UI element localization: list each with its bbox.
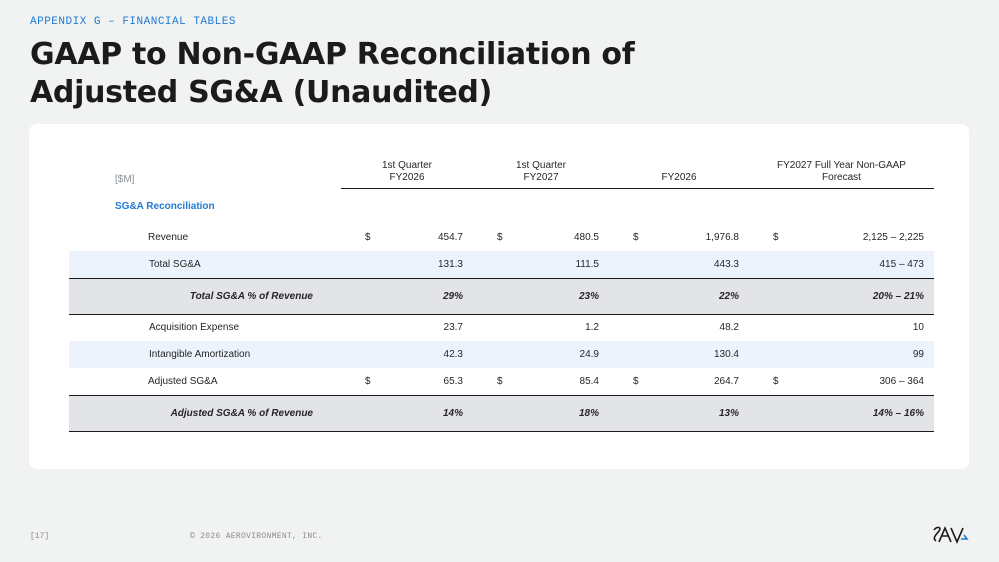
- section-label: SG&A Reconciliation: [115, 200, 215, 212]
- row-label: Intangible Amortization: [69, 341, 341, 368]
- unit-label: [$M]: [115, 174, 135, 185]
- dollar-sign: [749, 251, 775, 278]
- section-row: [69, 188, 934, 224]
- cell-value: 415 – 473: [775, 251, 934, 278]
- cell-value: 24.9: [499, 341, 609, 368]
- cell-value: 23%: [499, 278, 609, 314]
- page-title: GAAP to Non-GAAP Reconciliation of Adjusted SG&A (Unaudited): [30, 37, 635, 110]
- column-header: [749, 154, 934, 188]
- percent-row: [69, 278, 934, 314]
- page-number: [17]: [30, 532, 50, 541]
- cell-value: 1,976.8: [705, 232, 739, 243]
- copyright-text: © 2026 AEROVIRONMENT, INC.: [190, 532, 323, 541]
- cell-value: 306 – 364: [879, 375, 924, 387]
- cell-value: 111.5: [499, 251, 609, 278]
- column-header: [341, 154, 473, 188]
- cell-value: 48.2: [719, 322, 739, 334]
- column-header-line1: FY2027 Full Year Non-GAAP: [777, 159, 906, 171]
- cell-value: 65.3: [443, 375, 463, 387]
- table-row: [69, 314, 934, 341]
- cell-value: 14% – 16%: [775, 395, 934, 431]
- dollar-sign: $: [497, 232, 503, 243]
- table-row: [69, 251, 934, 278]
- dollar-sign: [609, 251, 635, 278]
- column-header-line1: 1st Quarter: [381, 159, 433, 171]
- cell-value: 10: [912, 322, 924, 334]
- dollar-sign: [473, 251, 499, 278]
- cell-value: 22%: [635, 278, 749, 314]
- cell-value: 42.3: [367, 341, 473, 368]
- cell-value: 20% – 21%: [775, 278, 934, 314]
- cell-value: 2,125 – 2,225: [862, 232, 924, 243]
- dollar-sign: $: [365, 232, 371, 243]
- row-label: Acquisition Expense: [149, 322, 240, 334]
- cell-value: 13%: [635, 395, 749, 431]
- table-row: [69, 341, 934, 368]
- percent-row: [69, 395, 934, 431]
- section-kicker: APPENDIX G – FINANCIAL TABLES: [30, 16, 236, 28]
- row-label: Adjusted SG&A: [148, 375, 218, 387]
- column-header: [609, 154, 749, 188]
- column-header: [473, 154, 609, 188]
- column-header-line2: FY2026: [389, 171, 425, 183]
- dollar-sign: [341, 251, 367, 278]
- cell-value: 1.2: [585, 322, 599, 334]
- cell-value: 29%: [367, 278, 473, 314]
- cell-value: 14%: [367, 395, 473, 431]
- dollar-sign: $: [633, 232, 639, 243]
- cell-value: 454.7: [437, 232, 463, 243]
- cell-value: 85.4: [579, 375, 599, 387]
- table-row: [69, 368, 934, 395]
- dollar-sign: $: [497, 375, 503, 387]
- cell-value: 480.5: [573, 232, 599, 243]
- cell-value: 131.3: [367, 251, 473, 278]
- table-card: [29, 124, 969, 469]
- dollar-sign: $: [633, 375, 639, 387]
- dollar-sign: $: [773, 375, 779, 387]
- row-label: Total SG&A % of Revenue: [69, 278, 341, 314]
- cell-value: 130.4: [635, 341, 749, 368]
- cell-value: 443.3: [635, 251, 749, 278]
- cell-value: 99: [775, 341, 934, 368]
- cell-value: 23.7: [443, 322, 463, 334]
- column-header-line2: FY2027: [523, 171, 559, 183]
- row-label: Revenue: [148, 232, 189, 243]
- column-header-line2: Forecast: [822, 171, 861, 183]
- table-header-row: [69, 154, 934, 188]
- column-header-line2: FY2026: [661, 171, 697, 183]
- table-row: [69, 224, 934, 251]
- column-header-line1: 1st Quarter: [515, 159, 567, 171]
- company-logo: [930, 524, 970, 546]
- reconciliation-table: [69, 154, 934, 432]
- row-label: Adjusted SG&A % of Revenue: [69, 395, 341, 431]
- dollar-sign: $: [365, 375, 371, 387]
- cell-value: 264.7: [713, 375, 739, 387]
- dollar-sign: $: [773, 232, 779, 243]
- row-label: Total SG&A: [69, 251, 341, 278]
- cell-value: 18%: [499, 395, 609, 431]
